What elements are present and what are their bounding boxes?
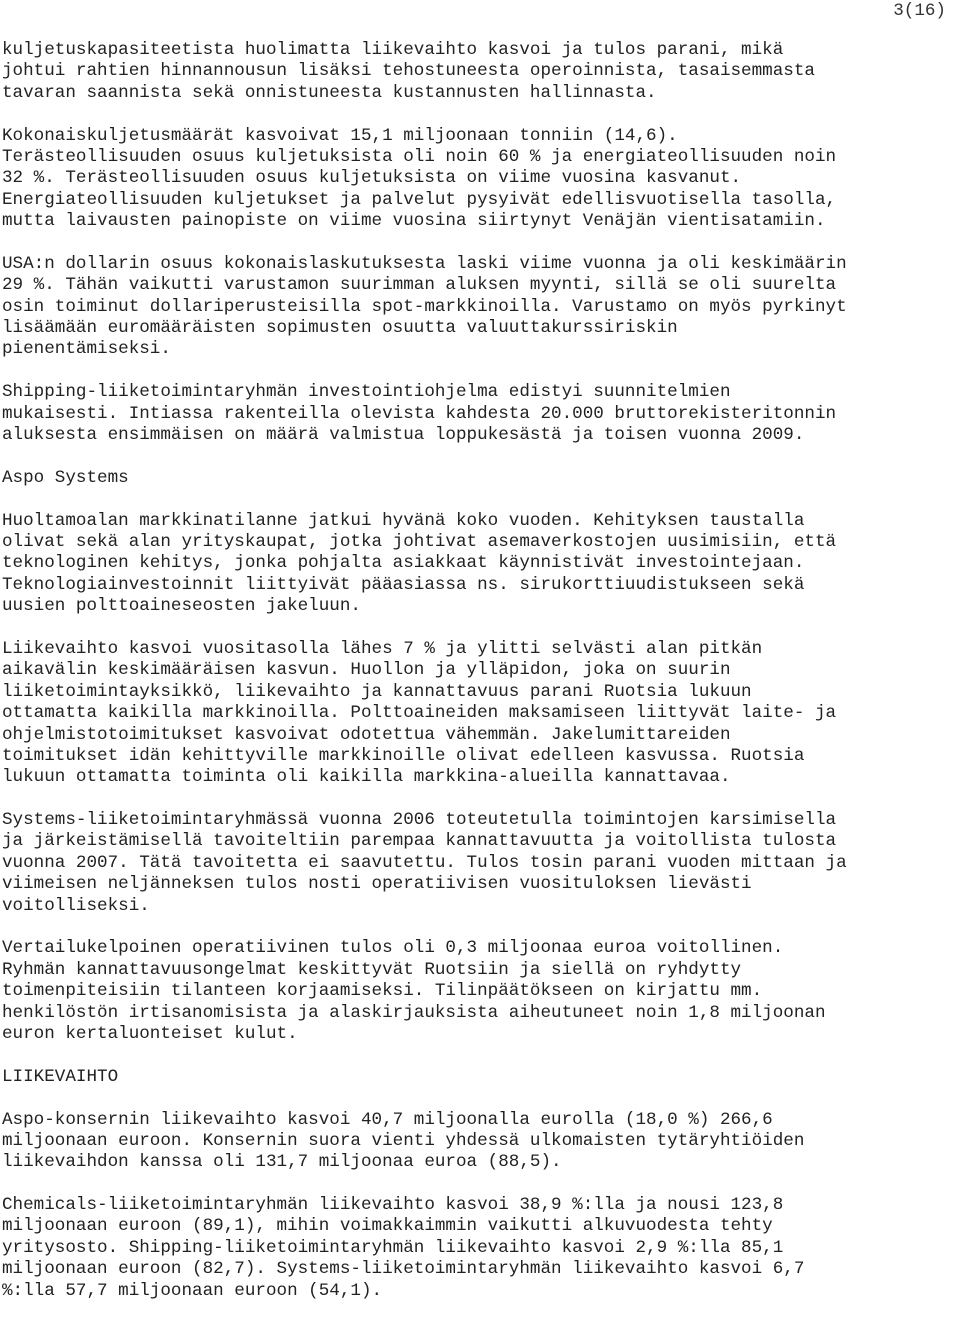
paragraph-line: USA:n dollarin osuus kokonaislaskutuksesta laski viime vuonna ja oli keskimäärin: [2, 253, 847, 274]
paragraph-line: uusien polttoaineseosten jakeluun.: [2, 596, 361, 617]
paragraph: [2, 810, 958, 917]
paragraph-line: Ryhmän kannattavuusongelmat keskittyvät Ruotsiin ja siellä on ryhdytty: [2, 959, 742, 980]
paragraph-line: tavaran saannista sekä onnistuneesta kustannusten hallinnasta.: [2, 82, 657, 103]
paragraph-line: pienentämiseksi.: [2, 339, 171, 360]
section-heading: [2, 468, 958, 489]
paragraph-line: Chemicals-liiketoimintaryhmän liikevaihto kasvoi 38,9 %:lla ja nousi 123,8: [2, 1195, 784, 1216]
paragraph: [2, 639, 958, 789]
paragraph-line: toimenpiteisiin tilanteen korjaamiseksi. Tilinpäätökseen on kirjattu mm.: [2, 981, 763, 1002]
paragraph-line: miljoonaan euroon. Konsernin suora vienti yhdessä ulkomaisten tytäryhtiöiden: [2, 1130, 805, 1151]
paragraph-line: Systems-liiketoimintaryhmässä vuonna 2006 toteutetulla toimintojen karsimisella: [2, 810, 837, 831]
paragraph-line: henkilöstön irtisanomisista ja alaskirjauksista aiheutuneet noin 1,8 miljoonan: [2, 1002, 826, 1023]
paragraph-line: voitolliseksi.: [2, 895, 150, 916]
paragraph-line: Aspo-konsernin liikevaihto kasvoi 40,7 miljoonalla eurolla (18,0 %) 266,6: [2, 1109, 773, 1130]
paragraph-line: ottamatta kaikilla markkinoilla. Polttoaineiden maksamiseen liittyvät laite- ja: [2, 703, 837, 724]
paragraph-line: toimitukset idän kehittyville markkinoille olivat edelleen kasvussa. Ruotsia: [2, 745, 805, 766]
heading-text: Aspo Systems: [2, 467, 129, 488]
paragraph-line: lukuun ottamatta toiminta oli kaikilla markkina-alueilla kannattavaa.: [2, 767, 731, 788]
paragraph: [2, 1110, 958, 1174]
page-number: 3(16): [893, 1, 946, 21]
paragraph-line: 32 %. Terästeollisuuden osuus kuljetuksista on viime vuosina kasvanut.: [2, 168, 742, 189]
paragraph-line: ja järkeistämisellä tavoiteltiin parempaa kannattavuutta ja voitollista tulosta: [2, 831, 837, 852]
paragraph-line: Energiateollisuuden kuljetukset ja palvelut pysyivät edellisvuotisella tasolla,: [2, 189, 837, 210]
paragraph-line: mutta laivausten painopiste on viime vuosina siirtynyt Venäjän vientisatamiin.: [2, 211, 826, 232]
paragraph: [2, 511, 958, 618]
paragraph-line: liikevaihdon kanssa oli 131,7 miljoonaa euroa (88,5).: [2, 1152, 562, 1173]
paragraph: [2, 40, 958, 104]
paragraph-line: Terästeollisuuden osuus kuljetuksista oli noin 60 % ja energiateollisuuden noin: [2, 146, 837, 167]
paragraph-line: miljoonaan euroon (82,7). Systems-liiketoimintaryhmän liikevaihto kasvoi 6,7: [2, 1259, 805, 1280]
paragraph-line: aluksesta ensimmäisen on määrä valmistua loppukesästä ja toisen vuonna 2009.: [2, 425, 805, 446]
paragraph: [2, 938, 958, 1045]
section-heading: [2, 1067, 958, 1088]
paragraph-line: kuljetuskapasiteetista huolimatta liikevaihto kasvoi ja tulos parani, mikä: [2, 40, 784, 60]
paragraph-line: teknologinen kehitys, jonka pohjalta asiakkaat käynnistivät investointejaan.: [2, 553, 805, 574]
paragraph-line: johtui rahtien hinnannousun lisäksi tehostuneesta operoinnista, tasaisemmasta: [2, 61, 815, 82]
paragraph-line: aikavälin keskimääräisen kasvun. Huollon ja ylläpidon, joka on suurin: [2, 660, 731, 681]
paragraph: [2, 1195, 958, 1302]
paragraph-line: liiketoimintayksikkö, liikevaihto ja kannattavuus parani Ruotsia lukuun: [2, 681, 752, 702]
paragraph-line: Huoltamoalan markkinatilanne jatkui hyvänä koko vuoden. Kehityksen taustalla: [2, 510, 805, 531]
paragraph: [2, 382, 958, 446]
paragraph-line: ohjelmistotoimitukset kasvoivat odotettua vähemmän. Jakelumittareiden: [2, 724, 731, 745]
paragraph-line: osin toiminut dollariperusteisilla spot-markkinoilla. Varustamo on myös pyrkinyt: [2, 296, 847, 317]
paragraph-line: Liikevaihto kasvoi vuositasolla lähes 7 % ja ylitti selvästi alan pitkän: [2, 638, 763, 659]
paragraph-line: Vertailukelpoinen operatiivinen tulos oli 0,3 miljoonaa euroa voitollinen.: [2, 938, 784, 959]
paragraph-line: miljoonaan euroon (89,1), mihin voimakkaimmin vaikutti alkuvuodesta tehty: [2, 1216, 773, 1237]
heading-text: LIIKEVAIHTO: [2, 1066, 119, 1087]
paragraph: [2, 126, 958, 233]
paragraph-line: mukaisesti. Intiassa rakenteilla olevista kahdesta 20.000 bruttorekisteritonnin: [2, 403, 837, 424]
paragraph-line: olivat sekä alan yrityskaupat, jotka johtivat asemaverkostojen uusimisiin, että: [2, 531, 837, 552]
paragraph-line: yritysosto. Shipping-liiketoimintaryhmän liikevaihto kasvoi 2,9 %:lla 85,1: [2, 1237, 784, 1258]
paragraph-line: lisäämään euromääräisten sopimusten osuutta valuuttakurssiriskin: [2, 318, 678, 339]
paragraph-line: %:lla 57,7 miljoonaan euroon (54,1).: [2, 1280, 383, 1301]
paragraph: [2, 254, 958, 361]
paragraph-line: Shipping-liiketoimintaryhmän investointiohjelma edistyi suunnitelmien: [2, 382, 731, 403]
paragraph-line: euron kertaluonteiset kulut.: [2, 1023, 298, 1044]
paragraph-line: vuonna 2007. Tätä tavoitetta ei saavutettu. Tulos tosin parani vuoden mittaan ja: [2, 852, 847, 873]
paragraph-line: viimeisen neljänneksen tulos nosti operatiivisen vuosituloksen lievästi: [2, 874, 752, 895]
document-body: [2, 40, 958, 1323]
paragraph-line: Teknologiainvestoinnit liittyivät pääasiassa ns. sirukorttiuudistukseen sekä: [2, 574, 805, 595]
paragraph-line: Kokonaiskuljetusmäärät kasvoivat 15,1 miljoonaan tonniin (14,6).: [2, 125, 678, 146]
paragraph-line: 29 %. Tähän vaikutti varustamon suurimman aluksen myynti, sillä se oli suurelta: [2, 275, 837, 296]
